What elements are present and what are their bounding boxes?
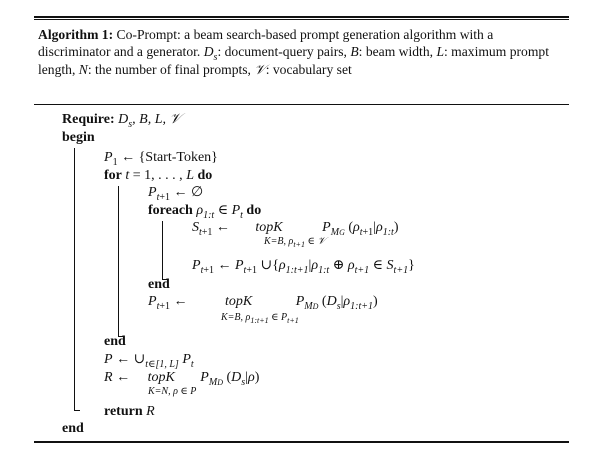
- top-rule-2: [34, 19, 569, 20]
- end-foreach: end: [148, 277, 170, 292]
- require-line: Require: $D_s$, B, L, 𝒱: [62, 112, 182, 130]
- s-update-line: $S_{t+1}$ ← topK $P_{MG}$ $(\rho_{t+1}|\rho_{1:t})$: [192, 220, 399, 238]
- begin-block-hook: [74, 410, 80, 411]
- init-line: $P_{t+1}$ ← ∅: [148, 185, 204, 203]
- for-keyword: for: [104, 168, 122, 183]
- algorithm-caption: [38, 27, 568, 79]
- p-update-line: $P_{t+1}$ ← $P_{t+1}$ $\cup\{\rho_{1:t+1}|\rho_{1:t}$ ⊕ $\rho_{t+1}$ ∈ $S_{t+1}$}: [192, 258, 415, 276]
- begin-block-bar: [74, 148, 75, 410]
- require-keyword: Require:: [62, 112, 115, 127]
- begin-keyword: begin: [62, 130, 95, 145]
- r-line: R ← topK $P_{MD}$ $(D_s|\rho)$: [104, 370, 260, 388]
- caption-heading: Algorithm 1:: [38, 27, 114, 42]
- end-for: end: [104, 334, 126, 349]
- empty-set: ∅: [190, 185, 204, 200]
- start-token: {Start-Token}: [138, 150, 218, 165]
- return-keyword: return: [104, 404, 143, 419]
- bottom-rule: [34, 441, 569, 443]
- caption-rule: [34, 104, 569, 105]
- p1-line: $P_1$ ← {Start-Token}: [104, 150, 218, 168]
- caption-text: Co-Prompt: a beam search-based prompt generation algorithm with a discriminator and a generator. $D_s$: document-query pairs, B: beam width, L: maximum prompt length, N: the number of final prompts, 𝒱: vocabulary set: [38, 27, 549, 77]
- topk-3-subscript: K=N, ρ ∈ P: [148, 386, 197, 397]
- foreach-do-keyword: do: [246, 203, 262, 218]
- return-value: R: [146, 404, 155, 419]
- for-line: for t = 1, . . . , L do: [104, 168, 213, 183]
- for-block-bar: [118, 186, 119, 336]
- union-line: P ← $\cup_{t\in[1, L]}$ $P_t$: [104, 352, 194, 370]
- foreach-line: foreach $\rho_{1:t}$ ∈ $P_t$ do: [148, 203, 262, 221]
- foreach-block-bar: [162, 221, 163, 279]
- foreach-keyword: foreach: [148, 203, 193, 218]
- top-rule: [34, 16, 569, 18]
- return-line: [104, 404, 155, 420]
- p-select-line: $P_{t+1}$ ← topK $P_{MD}$ $(D_s|\rho_{1:t+1})$: [148, 294, 378, 312]
- topk-1: topK: [255, 220, 283, 235]
- end-begin: end: [62, 421, 84, 436]
- do-keyword: do: [197, 168, 213, 183]
- topk-1-subscript: K=B, $\rho_{t+1}$ ∈ 𝒱: [264, 236, 326, 249]
- topk-2-subscript: K=B, $\rho_{1:t+1}$ ∈ $P_{t+1}$: [221, 312, 299, 325]
